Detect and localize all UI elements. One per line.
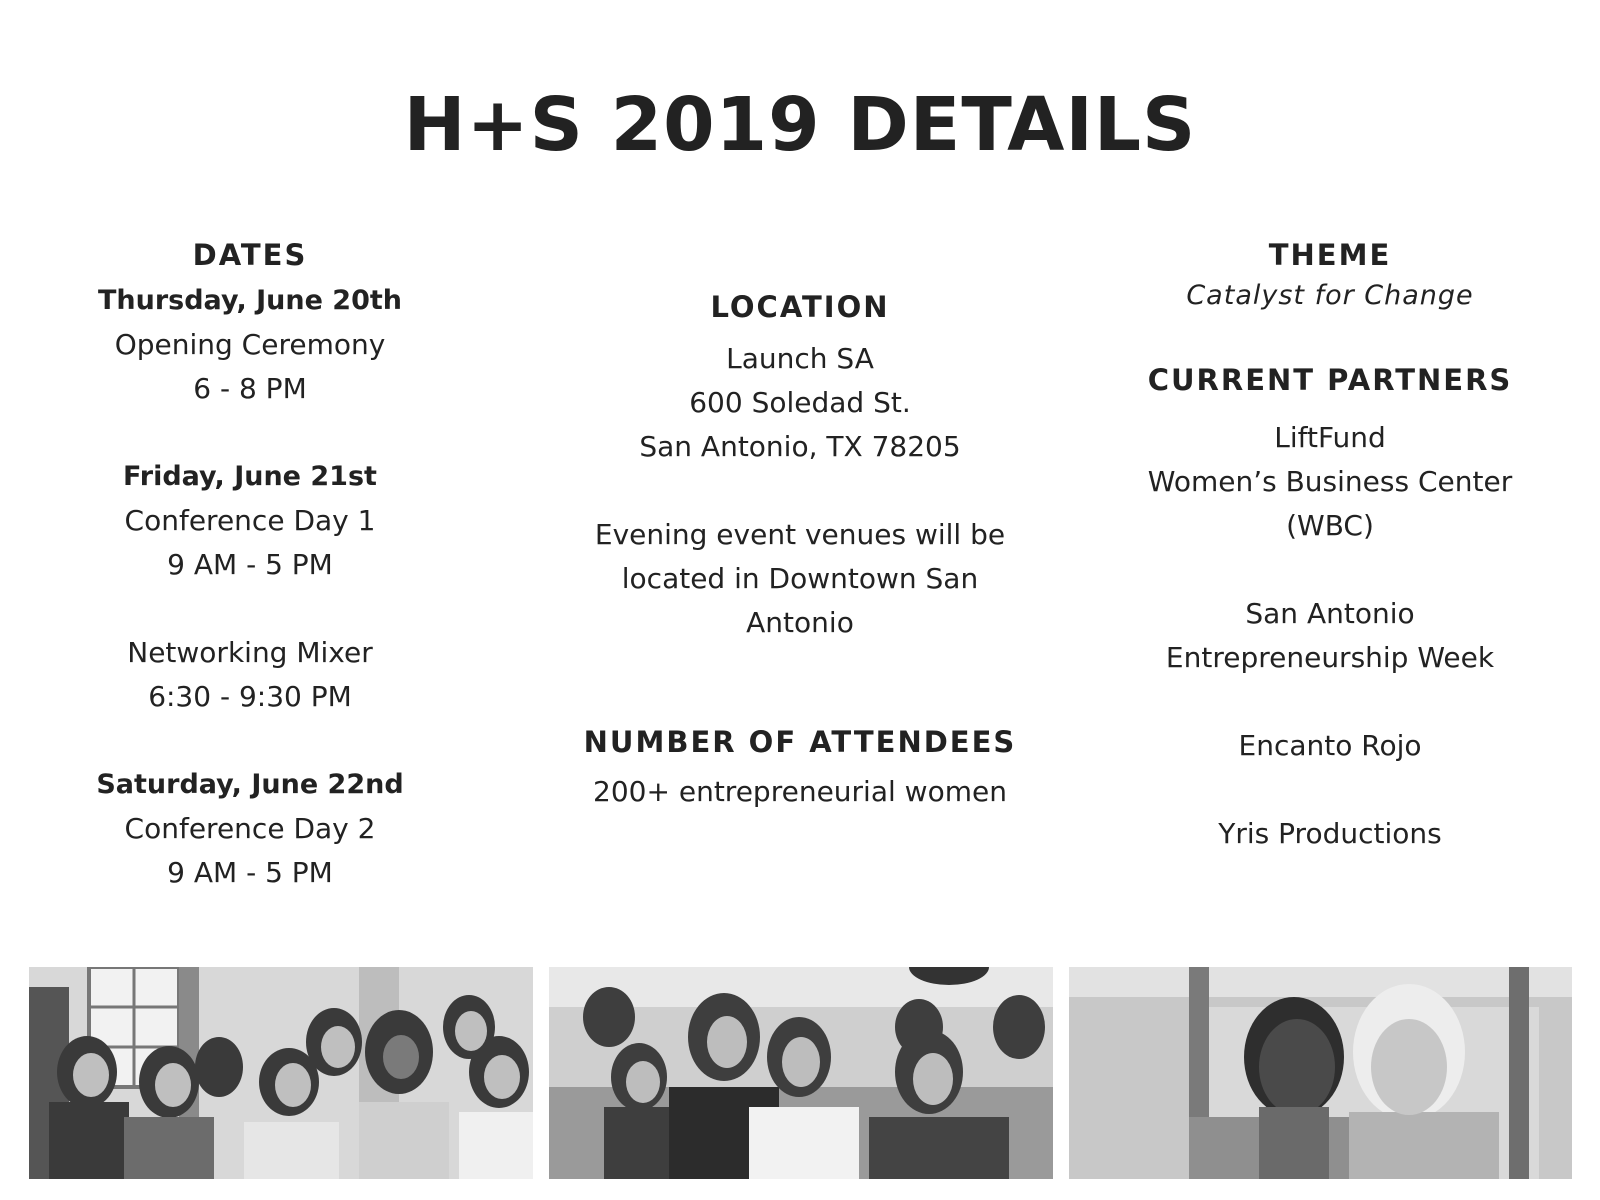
partner-line: Encanto Rojo (1238, 728, 1422, 762)
day-saturday: Saturday, June 22nd (96, 768, 404, 800)
day-thursday: Thursday, June 20th (97, 284, 403, 316)
event-name: Opening Ceremony (114, 327, 386, 361)
location-section (560, 290, 1040, 814)
event-time: 6 - 8 PM (193, 371, 307, 405)
theme-section (1095, 238, 1565, 856)
event-time: 6:30 - 9:30 PM (148, 679, 352, 713)
partners-heading: CURRENT PARTNERS (1147, 362, 1513, 397)
dates-section (50, 238, 450, 895)
partner-line: San Antonio (1245, 596, 1415, 630)
evening-note-line: Evening event venues will be (594, 517, 1006, 551)
theme-heading: THEME (1268, 238, 1392, 272)
group-photo-women (29, 967, 533, 1179)
event-name: Conference Day 2 (124, 811, 376, 845)
location-heading: LOCATION (710, 290, 890, 324)
venue-city: San Antonio, TX 78205 (639, 429, 961, 463)
partner-line: (WBC) (1286, 508, 1374, 542)
venue-street: 600 Soledad St. (689, 385, 911, 419)
evening-note-line: located in Downtown San (621, 561, 979, 595)
partner-line: LiftFund (1274, 420, 1386, 454)
partner-line: Women’s Business Center (1147, 464, 1513, 498)
event-name: Networking Mixer (127, 635, 373, 669)
theme-value: Catalyst for Change (1186, 279, 1474, 311)
event-time: 9 AM - 5 PM (167, 547, 333, 581)
venue-name: Launch SA (726, 341, 874, 375)
attendees-value: 200+ entrepreneurial women (593, 774, 1007, 808)
day-friday: Friday, June 21st (123, 460, 377, 492)
event-name: Conference Day 1 (124, 503, 376, 537)
attendees-heading: NUMBER OF ATTENDEES (583, 724, 1017, 759)
partner-line: Entrepreneurship Week (1165, 640, 1495, 674)
partner-line: Yris Productions (1218, 816, 1442, 850)
audience-photo (549, 967, 1053, 1179)
page-title: H+S 2019 DETAILS (403, 82, 1197, 168)
dates-heading: DATES (192, 238, 308, 272)
two-women-photo (1069, 967, 1572, 1179)
event-time: 9 AM - 5 PM (167, 855, 333, 889)
evening-note-line: Antonio (746, 605, 854, 639)
